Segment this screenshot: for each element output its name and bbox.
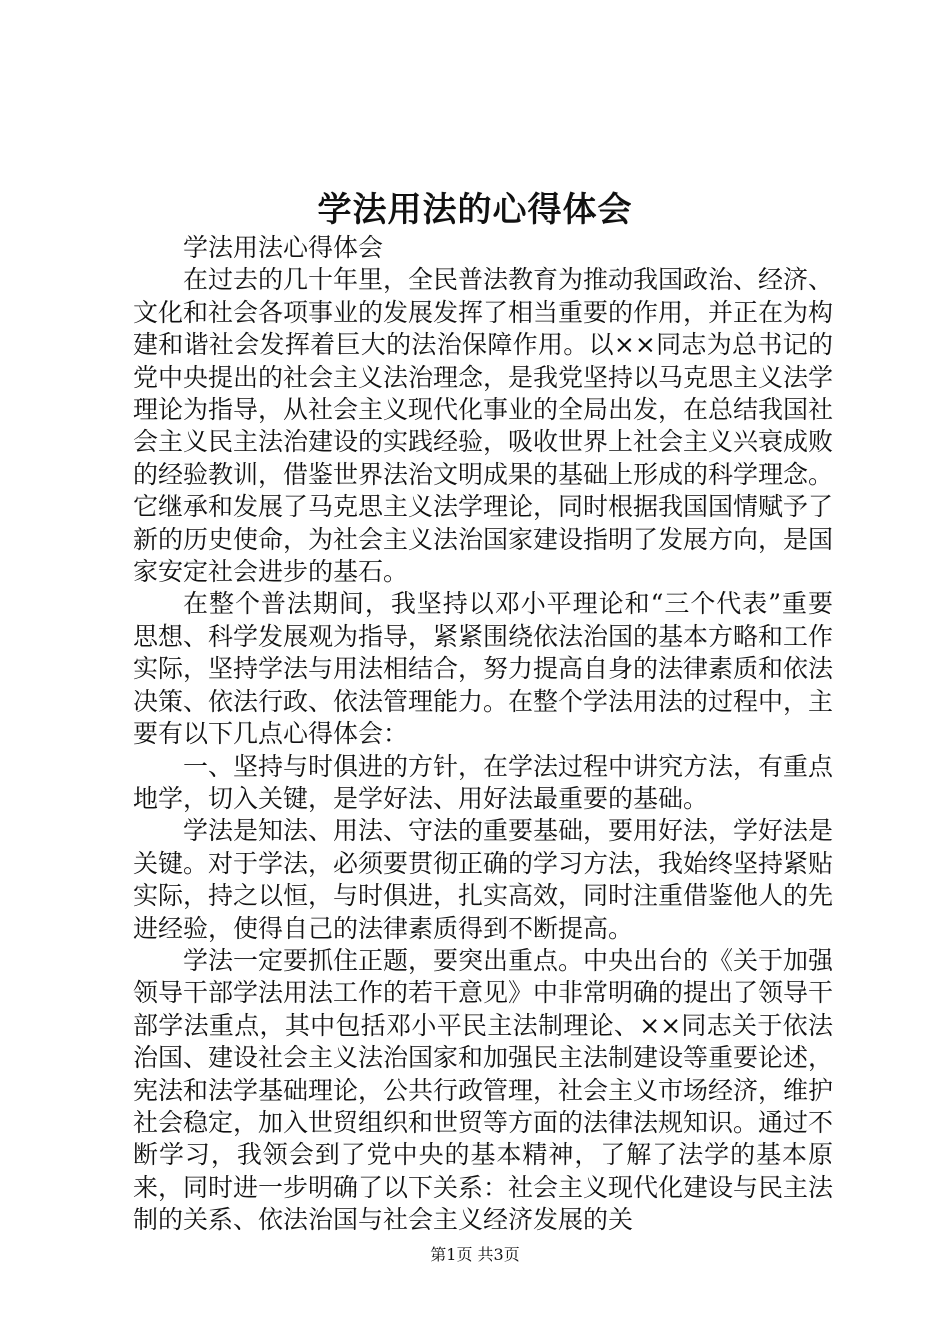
body-paragraph: 在过去的几十年里，全民普法教育为推动我国政治、经济、文化和社会各项事业的发展发挥了相当重要的作用，并正在为构建和谐社会发挥着巨大的法治保障作用。以××同志为总书记的党中央提出的社会主义法治理念，是我党坚持以马克思主义法学理论为指导，从社会主义现代化事业的全局出发，在总结我国社会主义民主法治建设的实践经验，吸收世界上社会主义兴衰成败的经验教训，借鉴世界法治文明成果的基础上形成的科学理念。它继承和发展了马克思主义法学理论，同时根据我国国情赋予了新的历史使命，为社会主义法治国家建设指明了发展方向，是国家安定社会进步的基石。 (133, 265, 834, 587)
subtitle-paragraph: 学法用法心得体会 (183, 233, 384, 262)
section-heading-paragraph: 一、坚持与时俱进的方针，在学法过程中讲究方法，有重点地学，切入关键，是学好法、用好法最重要的基础。 (133, 751, 834, 813)
body-paragraph: 学法一定要抓住正题，要突出重点。中央出台的《关于加强领导干部学法用法工作的若干意见》中非常明确的提出了领导干部学法重点，其中包括邓小平民主法制理论、××同志关于依法治国、建设社会主义法治国家和加强民主法制建设等重要论述，宪法和法学基础理论，公共行政管理，社会主义市场经济，维护社会稳定，加入世贸组织和世贸等方面的法律法规知识。通过不断学习，我领会到了党中央的基本精神，了解了法学的基本原来，同时进一步明确了以下关系：社会主义现代化建设与民主法制的关系、依法治国与社会主义经济发展的关 (133, 945, 834, 1235)
page-footer: 第1页 共3页 (430, 1245, 520, 1264)
body-paragraph: 在整个普法期间，我坚持以邓小平理论和“三个代表”重要思想、科学发展观为指导，紧紧围绕依法治国的基本方略和工作实际，坚持学法与用法相结合，努力提高自身的法律素质和依法决策、依法行政、依法管理能力。在整个学法用法的过程中，主要有以下几点心得体会： (133, 589, 834, 749)
body-paragraph: 学法是知法、用法、守法的重要基础，要用好法，学好法是关键。对于学法，必须要贯彻正确的学习方法，我始终坚持紧贴实际，持之以恒，与时俱进，扎实高效，同时注重借鉴他人的先进经验，使得自己的法律素质得到不断提高。 (133, 816, 834, 943)
document-title: 学法用法的心得体会 (317, 190, 633, 230)
document-body (133, 232, 833, 1237)
